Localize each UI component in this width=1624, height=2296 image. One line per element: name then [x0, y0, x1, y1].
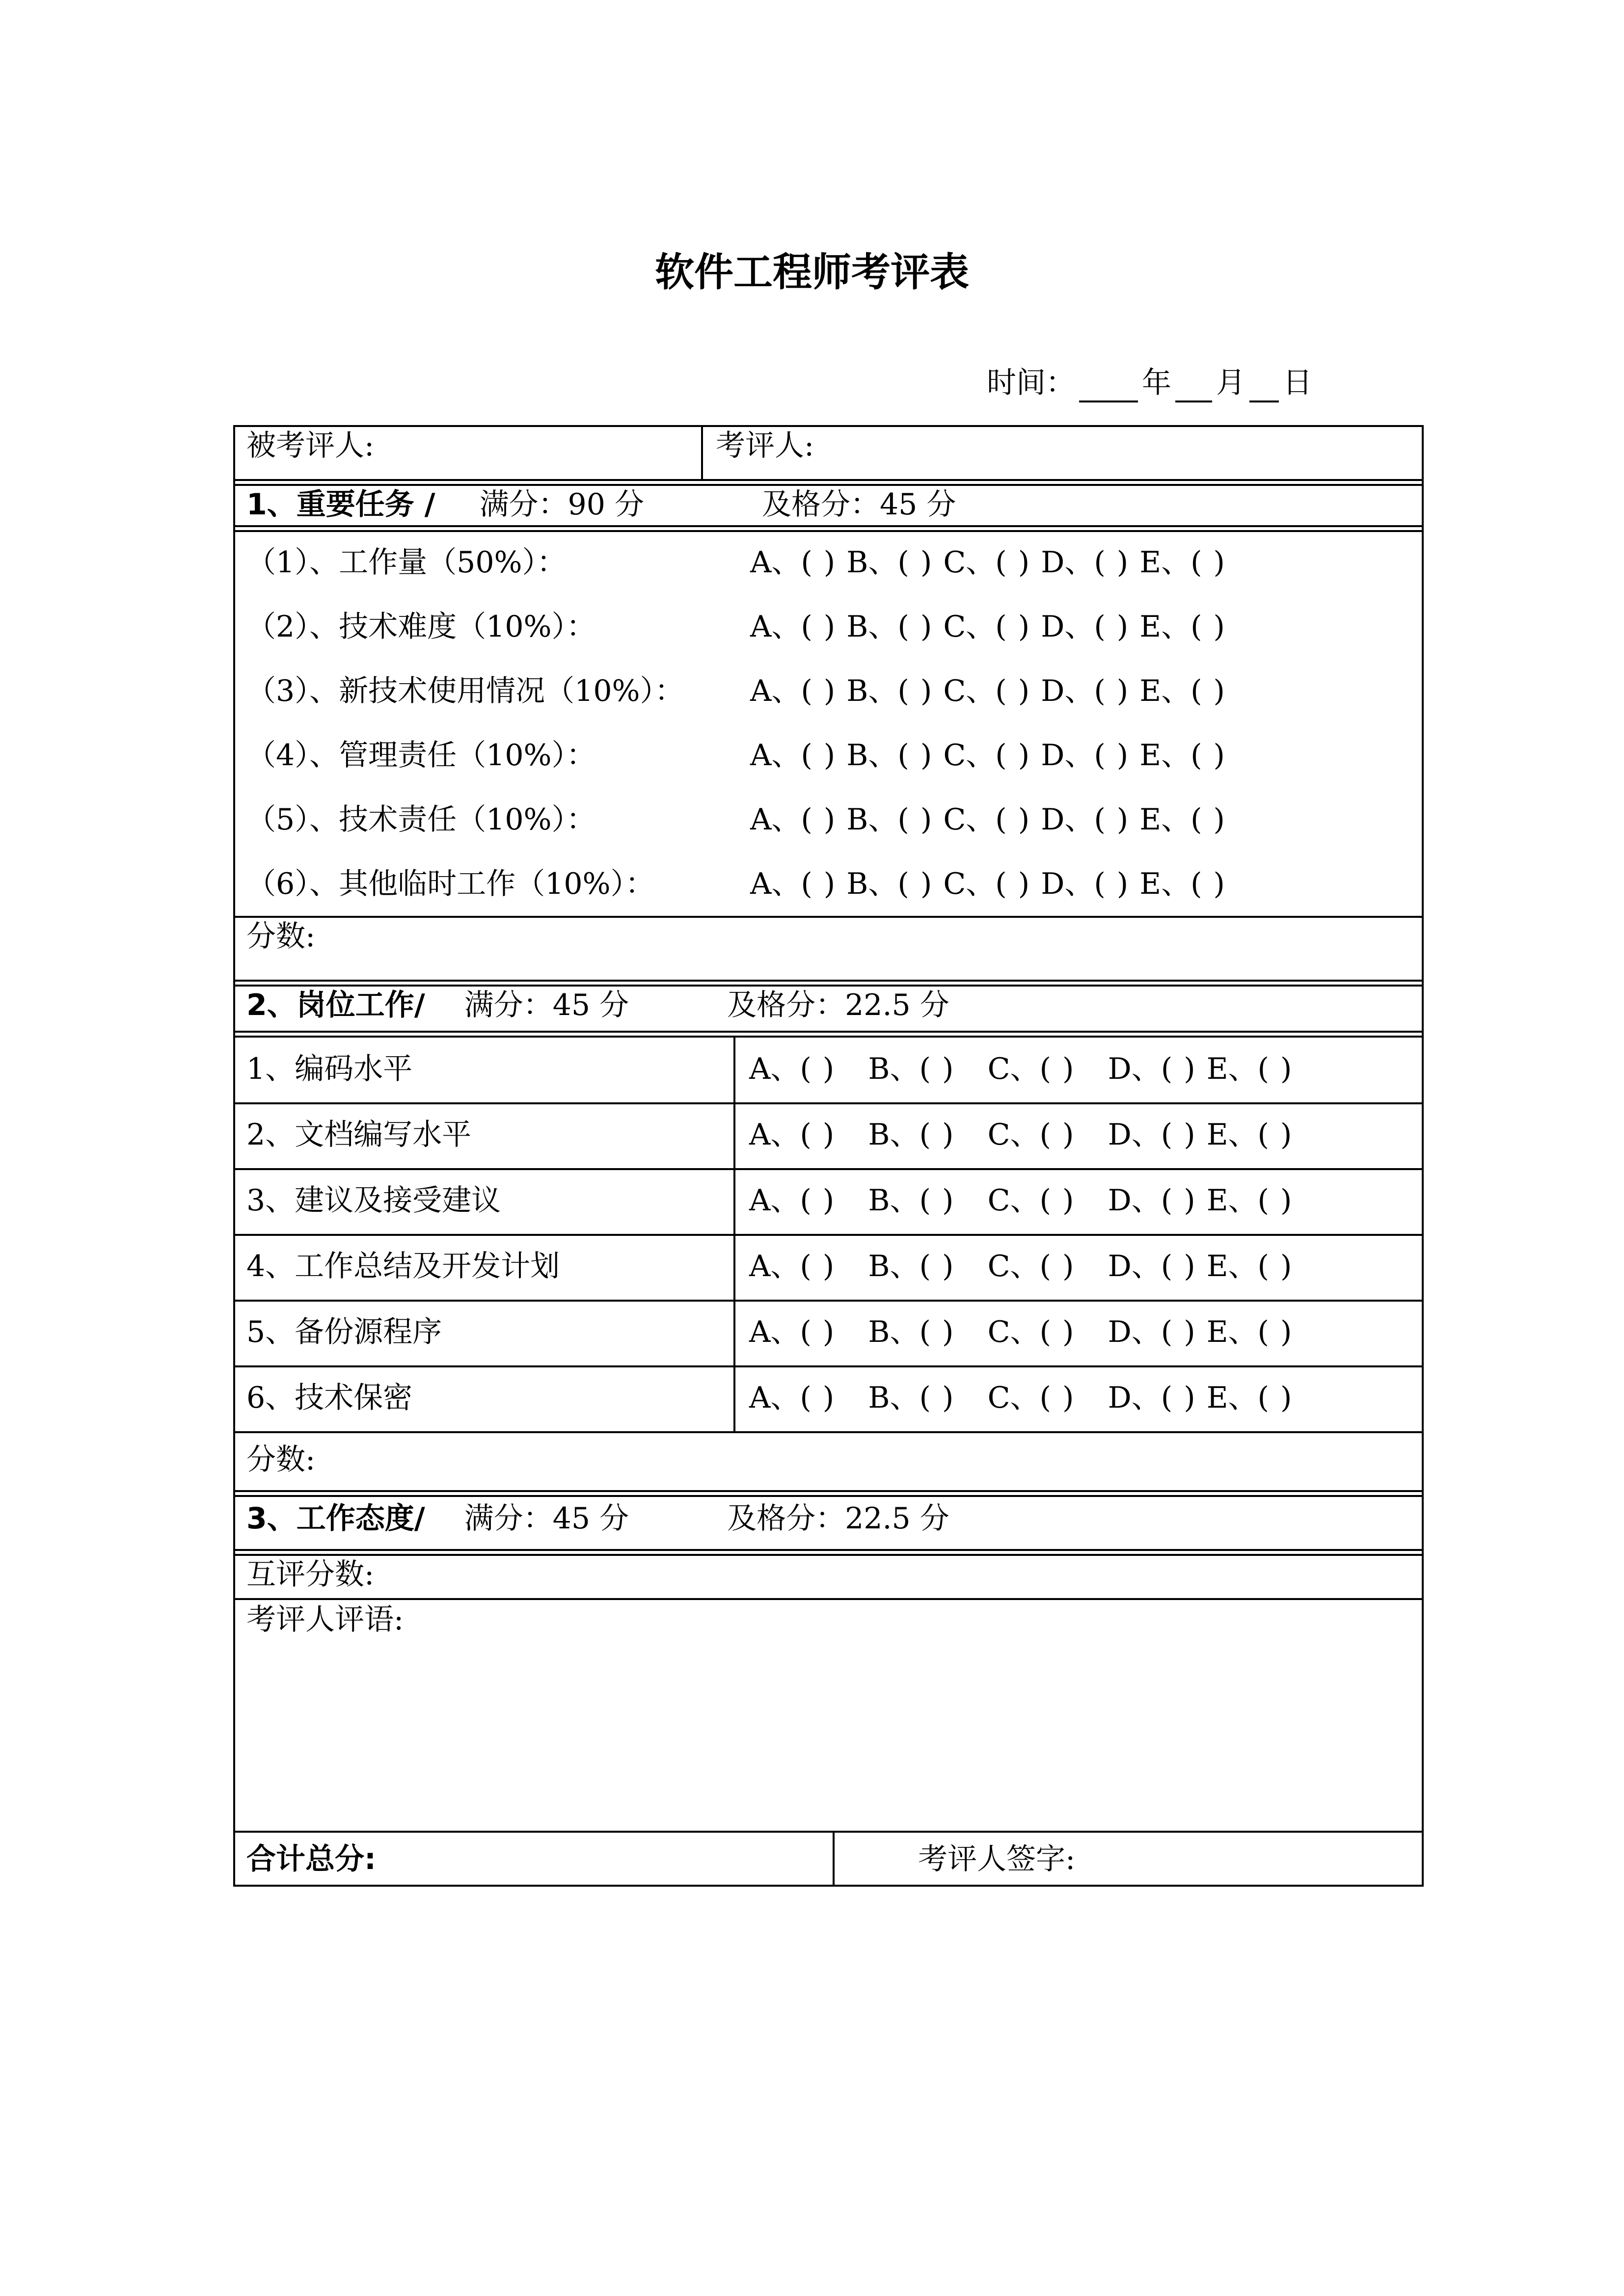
section3-full-score: 满分：45 分 — [464, 1501, 629, 1536]
evaluator-signature-field[interactable]: 考评人签字: — [918, 1842, 1076, 1876]
section2-item-options[interactable]: A、( ) B、( ) C、( ) D、( ) E、( ) — [749, 1315, 1292, 1349]
day-blank[interactable] — [1249, 370, 1279, 402]
rule — [233, 1031, 1424, 1033]
total-score-field[interactable]: 合计总分: — [246, 1842, 376, 1876]
year-label: 年 — [1142, 366, 1171, 400]
peer-score-field[interactable]: 互评分数: — [246, 1557, 375, 1592]
date-label: 时间： — [987, 366, 1075, 400]
section1-item-label: （2）、技术难度（10%）： — [246, 610, 596, 644]
divider — [733, 1036, 735, 1432]
section1-full-score: 满分：90 分 — [479, 487, 644, 522]
rule — [233, 479, 1424, 481]
divider — [833, 1831, 835, 1887]
day-label: 日 — [1283, 366, 1312, 400]
section2-score-field[interactable]: 分数: — [246, 1442, 316, 1477]
rule — [233, 1431, 1424, 1433]
divider — [701, 425, 703, 480]
evaluator-comments-field[interactable]: 考评人评语: — [246, 1602, 404, 1637]
section1-score-field[interactable]: 分数: — [246, 919, 316, 954]
rule — [233, 1598, 1424, 1600]
evaluator-field[interactable]: 考评人: — [716, 428, 814, 463]
section2-item-options[interactable]: A、( ) B、( ) C、( ) D、( ) E、( ) — [749, 1381, 1292, 1415]
section1-item-options[interactable]: A、( ) B、( ) C、( ) D、( ) E、( ) — [750, 867, 1225, 901]
section3-pass-score: 及格分：22.5 分 — [727, 1501, 949, 1536]
section2-item-label: 3、建议及接受建议 — [246, 1183, 501, 1218]
section1-item-label: （3）、新技术使用情况（10%）： — [246, 674, 684, 708]
section2-item-label: 2、文档编写水平 — [246, 1118, 472, 1152]
section1-item-label: （4）、管理责任（10%）： — [246, 738, 596, 773]
page-title: 软件工程师考评表 — [655, 249, 969, 295]
month-blank[interactable] — [1175, 370, 1212, 402]
year-blank[interactable] — [1079, 370, 1138, 402]
section1-item-label: （1）、工作量（50%）： — [246, 545, 567, 580]
rule — [233, 1495, 1424, 1497]
rule — [233, 525, 1424, 527]
rule — [233, 1102, 1424, 1104]
section2-full-score: 满分：45 分 — [464, 988, 629, 1022]
section1-item-options[interactable]: A、( ) B、( ) C、( ) D、( ) E、( ) — [750, 545, 1225, 580]
rule — [233, 980, 1424, 982]
rule — [233, 1300, 1424, 1302]
rule — [233, 1549, 1424, 1551]
rule — [233, 1234, 1424, 1236]
section3-title: 3、工作态度/ 满分：45 分 及格分：22.5 分 — [246, 1501, 949, 1536]
section2-item-label: 6、技术保密 — [246, 1381, 413, 1415]
section2-item-label: 1、编码水平 — [246, 1052, 413, 1086]
evaluatee-field[interactable]: 被考评人: — [246, 428, 375, 463]
rule — [233, 530, 1424, 532]
section2-item-options[interactable]: A、( ) B、( ) C、( ) D、( ) E、( ) — [749, 1118, 1292, 1152]
section1-item-options[interactable]: A、( ) B、( ) C、( ) D、( ) E、( ) — [750, 738, 1225, 773]
section1-title: 1、重要任务 / 满分：90 分 及格分：45 分 — [246, 487, 956, 522]
date-line — [987, 363, 1312, 402]
month-label: 月 — [1216, 366, 1245, 400]
section1-item-options[interactable]: A、( ) B、( ) C、( ) D、( ) E、( ) — [750, 802, 1225, 837]
section2-item-label: 4、工作总结及开发计划 — [246, 1249, 560, 1283]
section2-item-label: 5、备份源程序 — [246, 1315, 442, 1349]
rule — [233, 1168, 1424, 1170]
section1-pass-score: 及格分：45 分 — [761, 487, 956, 522]
rule — [233, 1831, 1424, 1833]
section2-item-options[interactable]: A、( ) B、( ) C、( ) D、( ) E、( ) — [749, 1249, 1292, 1283]
section2-item-options[interactable]: A、( ) B、( ) C、( ) D、( ) E、( ) — [749, 1183, 1292, 1218]
section2-title: 2、岗位工作/ 满分：45 分 及格分：22.5 分 — [246, 988, 949, 1022]
section1-item-label: （6）、其他临时工作（10%）： — [246, 867, 655, 901]
rule — [233, 916, 1424, 918]
section1-item-options[interactable]: A、( ) B、( ) C、( ) D、( ) E、( ) — [750, 610, 1225, 644]
section1-item-label: （5）、技术责任（10%）： — [246, 802, 596, 837]
rule — [233, 1490, 1424, 1492]
section1-item-options[interactable]: A、( ) B、( ) C、( ) D、( ) E、( ) — [750, 674, 1225, 708]
rule — [233, 1554, 1424, 1556]
section2-item-options[interactable]: A、( ) B、( ) C、( ) D、( ) E、( ) — [749, 1052, 1292, 1086]
rule — [233, 1365, 1424, 1367]
section2-pass-score: 及格分：22.5 分 — [727, 988, 949, 1022]
rule — [233, 1036, 1424, 1038]
